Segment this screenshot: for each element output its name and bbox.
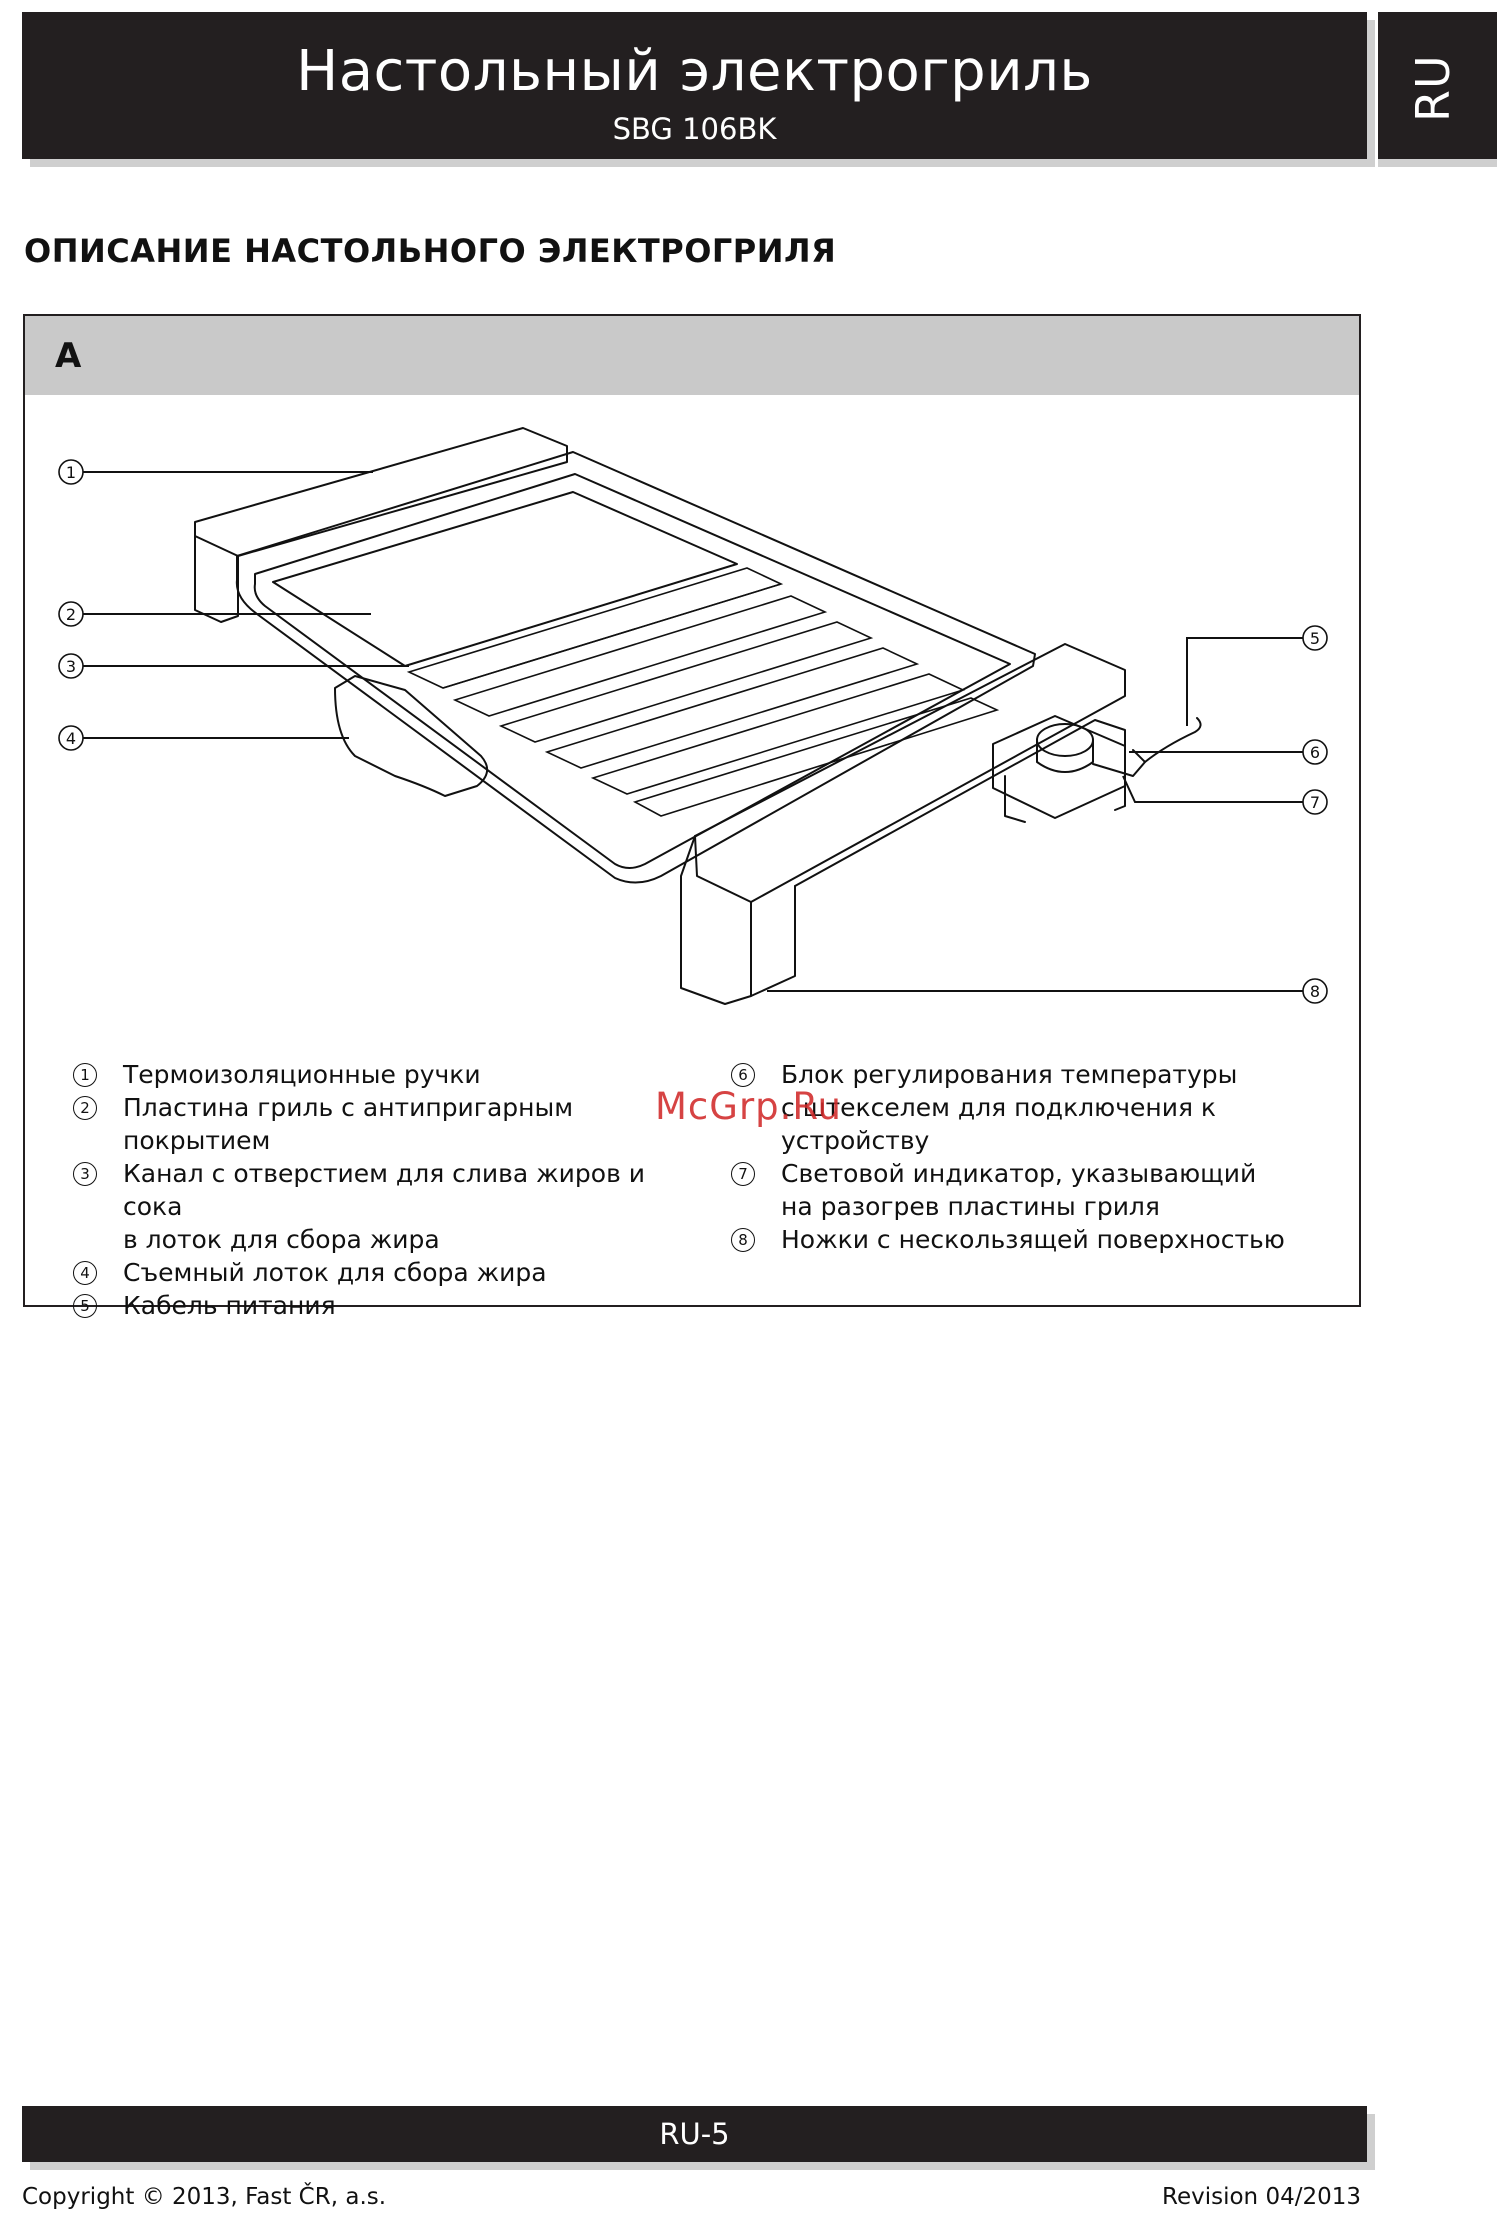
callout-line-5 xyxy=(1187,638,1315,726)
callout-6 xyxy=(1303,740,1327,764)
legend-number: 8 xyxy=(731,1228,755,1252)
section-heading: ОПИСАНИЕ НАСТОЛЬНОГО ЭЛЕКТРОГРИЛЯ xyxy=(24,232,837,270)
legend-number: 7 xyxy=(731,1162,755,1186)
legend-number: 5 xyxy=(73,1294,97,1318)
legend-item-1 xyxy=(65,1058,705,1091)
language-tab xyxy=(1378,12,1497,159)
svg-text:6: 6 xyxy=(1309,743,1321,762)
back-handle xyxy=(195,428,567,556)
svg-text:4: 4 xyxy=(65,729,77,748)
legend-text: Пластина гриль с антипригарным покрытием xyxy=(123,1093,574,1155)
legend-item-2 xyxy=(65,1091,705,1157)
legend-text-continued: в лоток для сбора жира xyxy=(123,1225,440,1254)
model-number: SBG 106BK xyxy=(612,112,777,146)
legend-text: Блок регулирования температуры xyxy=(781,1060,1238,1089)
callout-4 xyxy=(59,726,83,750)
legend-text: Термоизоляционные ручки xyxy=(123,1060,481,1089)
legend-text-continued: на разогрев пластины гриля xyxy=(781,1192,1160,1221)
copyright-text: Copyright © 2013, Fast ČR, a.s. xyxy=(22,2184,387,2210)
legend-item-5 xyxy=(65,1289,705,1322)
legend-item-4 xyxy=(65,1256,705,1289)
legend-text: Кабель питания xyxy=(123,1291,336,1320)
legend-text: Световой индикатор, указывающий xyxy=(781,1159,1257,1188)
grill-illustration xyxy=(25,316,1359,1016)
callout-1 xyxy=(59,460,83,484)
legend-text: Канал с отверстием для слива жиров и сока xyxy=(123,1159,646,1221)
legend-item-7 xyxy=(723,1157,1343,1223)
power-cable xyxy=(1145,718,1201,762)
callout-7 xyxy=(1303,790,1327,814)
smooth-section xyxy=(273,492,737,666)
svg-text:7: 7 xyxy=(1309,793,1321,812)
callout-line-7 xyxy=(1123,776,1315,802)
grill-plate xyxy=(237,452,1035,883)
language-code: RU xyxy=(1406,54,1460,122)
legend-number: 6 xyxy=(731,1063,755,1087)
page-header xyxy=(22,12,1367,159)
svg-text:5: 5 xyxy=(1309,629,1321,648)
legend-left xyxy=(65,1058,705,1322)
legend-text: Съемный лоток для сбора жира xyxy=(123,1258,547,1287)
callout-2 xyxy=(59,602,83,626)
page-footer xyxy=(22,2106,1367,2162)
legend-number: 2 xyxy=(73,1096,97,1120)
callout-5 xyxy=(1303,626,1327,650)
legend-text-continued: с штекселем для подключения к устройству xyxy=(781,1093,1217,1155)
callout-8 xyxy=(1303,979,1327,1003)
svg-text:1: 1 xyxy=(65,463,77,482)
watermark: McGrp.Ru xyxy=(655,1085,842,1128)
drip-tray xyxy=(335,676,487,796)
front-handle xyxy=(695,644,1125,902)
legend-item-8 xyxy=(723,1223,1343,1256)
grill-ribs xyxy=(409,568,997,816)
figure-panel xyxy=(23,314,1361,1320)
legend-number: 4 xyxy=(73,1261,97,1285)
legend-item-3 xyxy=(65,1157,705,1256)
svg-text:8: 8 xyxy=(1309,982,1321,1001)
callout-3 xyxy=(59,654,83,678)
legend-number: 3 xyxy=(73,1162,97,1186)
document-title: Настольный электрогриль xyxy=(296,39,1093,104)
legend-number: 1 xyxy=(73,1063,97,1087)
legend-text: Ножки с нескользящей поверхностью xyxy=(781,1225,1285,1254)
svg-text:2: 2 xyxy=(65,605,77,624)
page-number: RU-5 xyxy=(659,2117,730,2151)
figure-label: A xyxy=(55,336,82,376)
revision-text: Revision 04/2013 xyxy=(1162,2184,1361,2210)
svg-text:3: 3 xyxy=(65,657,77,676)
